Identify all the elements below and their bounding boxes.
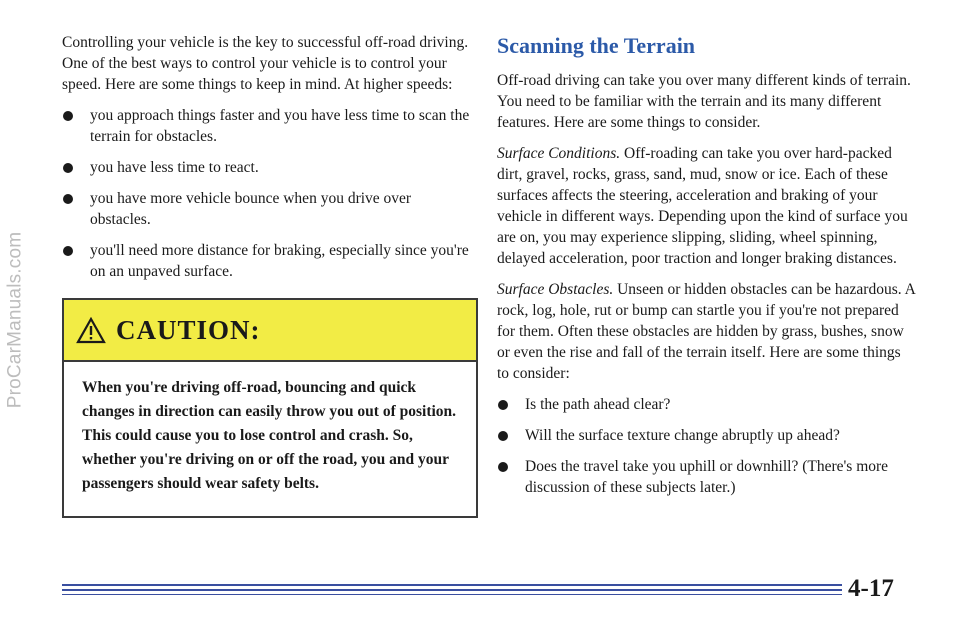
caution-box	[62, 298, 478, 518]
obstacle-bullet-list	[497, 394, 915, 498]
surface-conditions-paragraph	[497, 143, 915, 269]
list-item	[62, 240, 474, 282]
list-item-text: Is the path ahead clear?	[525, 396, 671, 413]
footer-rule-line	[62, 589, 842, 591]
list-item-text: you'll need more distance for braking, especially since you're on an unpaved surface.	[90, 242, 469, 280]
list-item-text: Will the surface texture change abruptly up ahead?	[525, 427, 840, 444]
right-column	[497, 32, 915, 508]
warning-triangle-icon	[76, 317, 106, 344]
surface-obstacles-paragraph	[497, 279, 915, 384]
bullet-icon	[498, 431, 508, 441]
watermark-text: ProCarManuals.com	[4, 231, 26, 409]
list-item-text: Does the travel take you uphill or downhill? (There's more discussion of these subjects later.)	[525, 458, 889, 496]
list-item	[497, 425, 915, 446]
list-item	[497, 394, 915, 415]
bullet-icon	[63, 163, 73, 173]
section-title: Scanning the Terrain	[497, 33, 696, 58]
bullet-icon	[498, 400, 508, 410]
caution-body: When you're driving off-road, bouncing and quick changes in direction can easily throw you out of position. This could cause you to lose control and crash. So, whether you're driving on or off the road, you and your passengers should wear safety belts.	[82, 379, 457, 492]
speed-bullet-list	[62, 105, 474, 282]
surface-obstacles-text: Unseen or hidden obstacles can be hazardous. A rock, log, hole, rut or bump can startle you if you're not prepared for them. Often these obstacles are hidden by grass, bushes, snow or even the rise and fall of the terrain itself. Here are some things to consider:	[497, 281, 915, 382]
list-item-text: you have less time to react.	[90, 159, 259, 176]
terrain-intro-paragraph: Off-road driving can take you over many different kinds of terrain. You need to be familiar with the terrain and its many different features. Here are some things to consider.	[497, 72, 911, 131]
list-item-text: you approach things faster and you have less time to scan the terrain for obstacles.	[90, 107, 470, 145]
list-item-text: you have more vehicle bounce when you drive over obstacles.	[90, 190, 412, 228]
bullet-icon	[63, 194, 73, 204]
surface-obstacles-lead: Surface Obstacles.	[497, 281, 614, 298]
bullet-icon	[63, 246, 73, 256]
footer-rule-line	[62, 594, 842, 595]
bullet-icon	[498, 462, 508, 472]
footer-rule-line	[62, 584, 842, 586]
page-number: 4-17	[848, 575, 894, 602]
bullet-icon	[63, 111, 73, 121]
list-item	[497, 456, 915, 498]
footer-rules	[62, 584, 842, 598]
surface-conditions-lead: Surface Conditions.	[497, 145, 621, 162]
caution-header	[64, 300, 476, 362]
caution-title: CAUTION:	[116, 314, 261, 345]
list-item	[62, 188, 474, 230]
speed-intro-paragraph: Controlling your vehicle is the key to successful off-road driving. One of the best ways to control your vehicle is to control your speed. Here are some things to keep in mind. At higher speeds:	[62, 34, 469, 93]
list-item	[62, 105, 474, 147]
list-item	[62, 157, 474, 178]
surface-conditions-text: Off-roading can take you over hard-packed dirt, gravel, rocks, grass, sand, mud, snow or ice. Each of these surfaces affects the steering, acceleration and braking of your vehicle in different ways. Depending upon the kind of surface you are on, you may experience slipping, sliding, wheel spinning, delayed acceleration, poor traction and longer braking distances.	[497, 145, 908, 267]
left-column	[62, 32, 474, 518]
watermark	[2, 40, 28, 600]
